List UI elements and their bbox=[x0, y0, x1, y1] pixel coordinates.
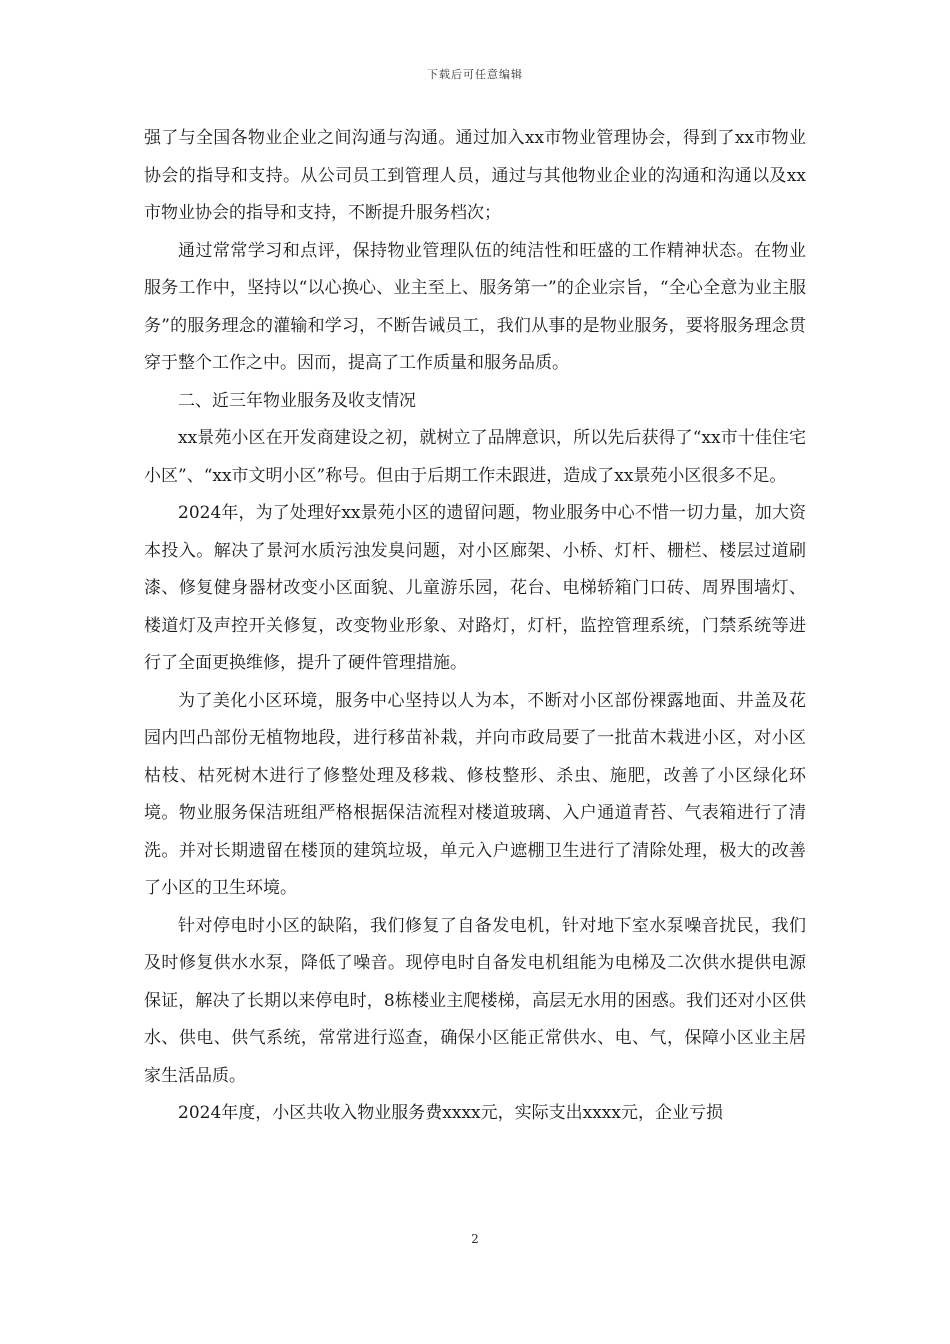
paragraph-1: 强了与全国各物业企业之间沟通与沟通。通过加入xx市物业管理协会，得到了xx市物业协会的指导和支持。从公司员工到管理人员，通过与其他物业企业的沟通和沟通以及xx市物业协会的指导和支持，不断提升服务档次； bbox=[144, 128, 806, 223]
paragraph-7: 2024年度，小区共收入物业服务费xxxx元，实际支出xxxx元，企业亏损 bbox=[178, 1103, 723, 1123]
paragraph-2: 通过常常学习和点评，保持物业管理队伍的纯洁性和旺盛的工作精神状态。在物业服务工作中，坚持以“以心换心、业主至上、服务第一”的企业宗旨，“全心全意为业主服务”的服务理念的灌输和学习，不断告诫员工，我们从事的是物业服务，要将服务理念贯穿于整个工作之中。因而，提高了工作质量和服务品质。 bbox=[144, 240, 806, 373]
paragraph-3: xx景苑小区在开发商建设之初，就树立了品牌意识，所以先后获得了“xx市十佳住宅小区”、“xx市文明小区”称号。但由于后期工作未跟进，造成了xx景苑小区很多不足。 bbox=[144, 428, 806, 486]
page-number: 2 bbox=[471, 1232, 479, 1246]
paragraph-4: 2024年，为了处理好xx景苑小区的遗留问题，物业服务中心不惜一切力量，加大资本投入。解决了景河水质污浊发臭问题，对小区廊架、小桥、灯杆、栅栏、楼层过道刷漆、修复健身器材改变小区面貌、儿童游乐园，花台、电梯轿箱门口砖、周界围墙灯、楼道灯及声控开关修复，改变物业形象、对路灯，灯杆，监控管理系统，门禁系统等进行了全面更换维修，提升了硬件管理措施。 bbox=[144, 503, 806, 673]
section-heading: 二、近三年物业服务及收支情况 bbox=[178, 390, 416, 411]
document-body bbox=[144, 120, 806, 1133]
paragraph-6: 针对停电时小区的缺陷，我们修复了自备发电机，针对地下室水泵噪音扰民，我们及时修复供水水泵，降低了噪音。现停电时自备发电机组能为电梯及二次供水提供电源保证，解决了长期以来停电时，8栋楼业主爬楼梯，高层无水用的困惑。我们还对小区供水、供电、供气系统，常常进行巡查，确保小区能正常供水、电、气，保障小区业主居家生活品质。 bbox=[144, 915, 806, 1086]
page-header: 下载后可任意编辑 bbox=[427, 68, 523, 81]
paragraph-5: 为了美化小区环境，服务中心坚持以人为本，不断对小区部份裸露地面、井盖及花园内凹凸部份无植物地段，进行移苗补栽，并向市政局要了一批苗木栽进小区，对小区枯枝、枯死树木进行了修整处理及移栽、修枝整形、杀虫、施肥，改善了小区绿化环境。物业服务保洁班组严格根据保洁流程对楼道玻璃、入户通道青苔、气表箱进行了清洗。并对长期遗留在楼顶的建筑垃圾，单元入户遮棚卫生进行了清除处理，极大的改善了小区的卫生环境。 bbox=[144, 690, 806, 898]
